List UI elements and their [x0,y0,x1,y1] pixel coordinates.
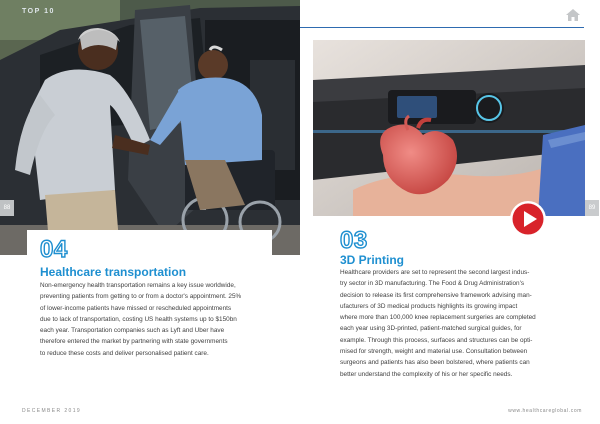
body-line: try sector in 3D manufacturing. The Food & Drug Administration's [340,280,525,288]
body-line: Healthcare providers are set to represent the second largest indus- [340,269,530,276]
body-line: therefore entered the market by partnering with state governments [40,338,228,346]
body-line: each year using 3D-printed, patient-matched surgical guides, for [340,325,522,333]
body-line: preventing patients from getting to or from a doctor's appointment. 25% [40,293,242,301]
footer-url[interactable]: www.healthcareglobal.com [508,408,582,414]
body-line: ufacturers of 3D medical products highlights its growing impact [340,302,518,310]
page-number-left: 88 [0,200,14,216]
body-line: example. Through this process, surfaces and structures can be opti- [340,336,533,344]
article-number: 03 [340,227,368,254]
body-line: Non-emergency health transportation remains a key issue worldwide, [40,282,236,289]
body-line: of lower-income patients have missed or rescheduled appointments [40,304,232,312]
body-line: due to lack of transportation, costing US health systems up to $150bn [40,315,237,323]
home-icon[interactable] [565,8,581,22]
body-line: where more than 100,000 knee replacement surgeries are completed [340,314,536,322]
article-body [40,280,241,359]
page-number-right: 89 [585,200,599,216]
photo-3d-printed-heart-in-hand [313,40,585,216]
body-line: better understand the complexity of his or her specific needs. [340,370,513,378]
article-number: 04 [40,236,68,263]
article-body [340,267,536,380]
body-line: to reduce these costs and deliver personalised patient care. [40,349,209,357]
photo-caregiver-helping-man-into-car [0,0,300,255]
footer-date: DECEMBER 2019 [22,408,82,414]
body-line: decision to release its first comprehensive framework advising man- [340,291,532,299]
article-title: 3D Printing [340,253,405,267]
body-line: each year. Transportation companies such as Lyft and Uber have [40,327,225,335]
header-rule [300,27,584,28]
article-title: Healthcare transportation [40,265,187,279]
play-icon[interactable] [509,200,547,238]
body-line: surgeons and patients has also been bolstered, where patients can [340,359,530,367]
body-line: mised for strength, weight and material use. Consultation between [340,348,528,356]
section-tag: TOP 10 [22,8,55,15]
